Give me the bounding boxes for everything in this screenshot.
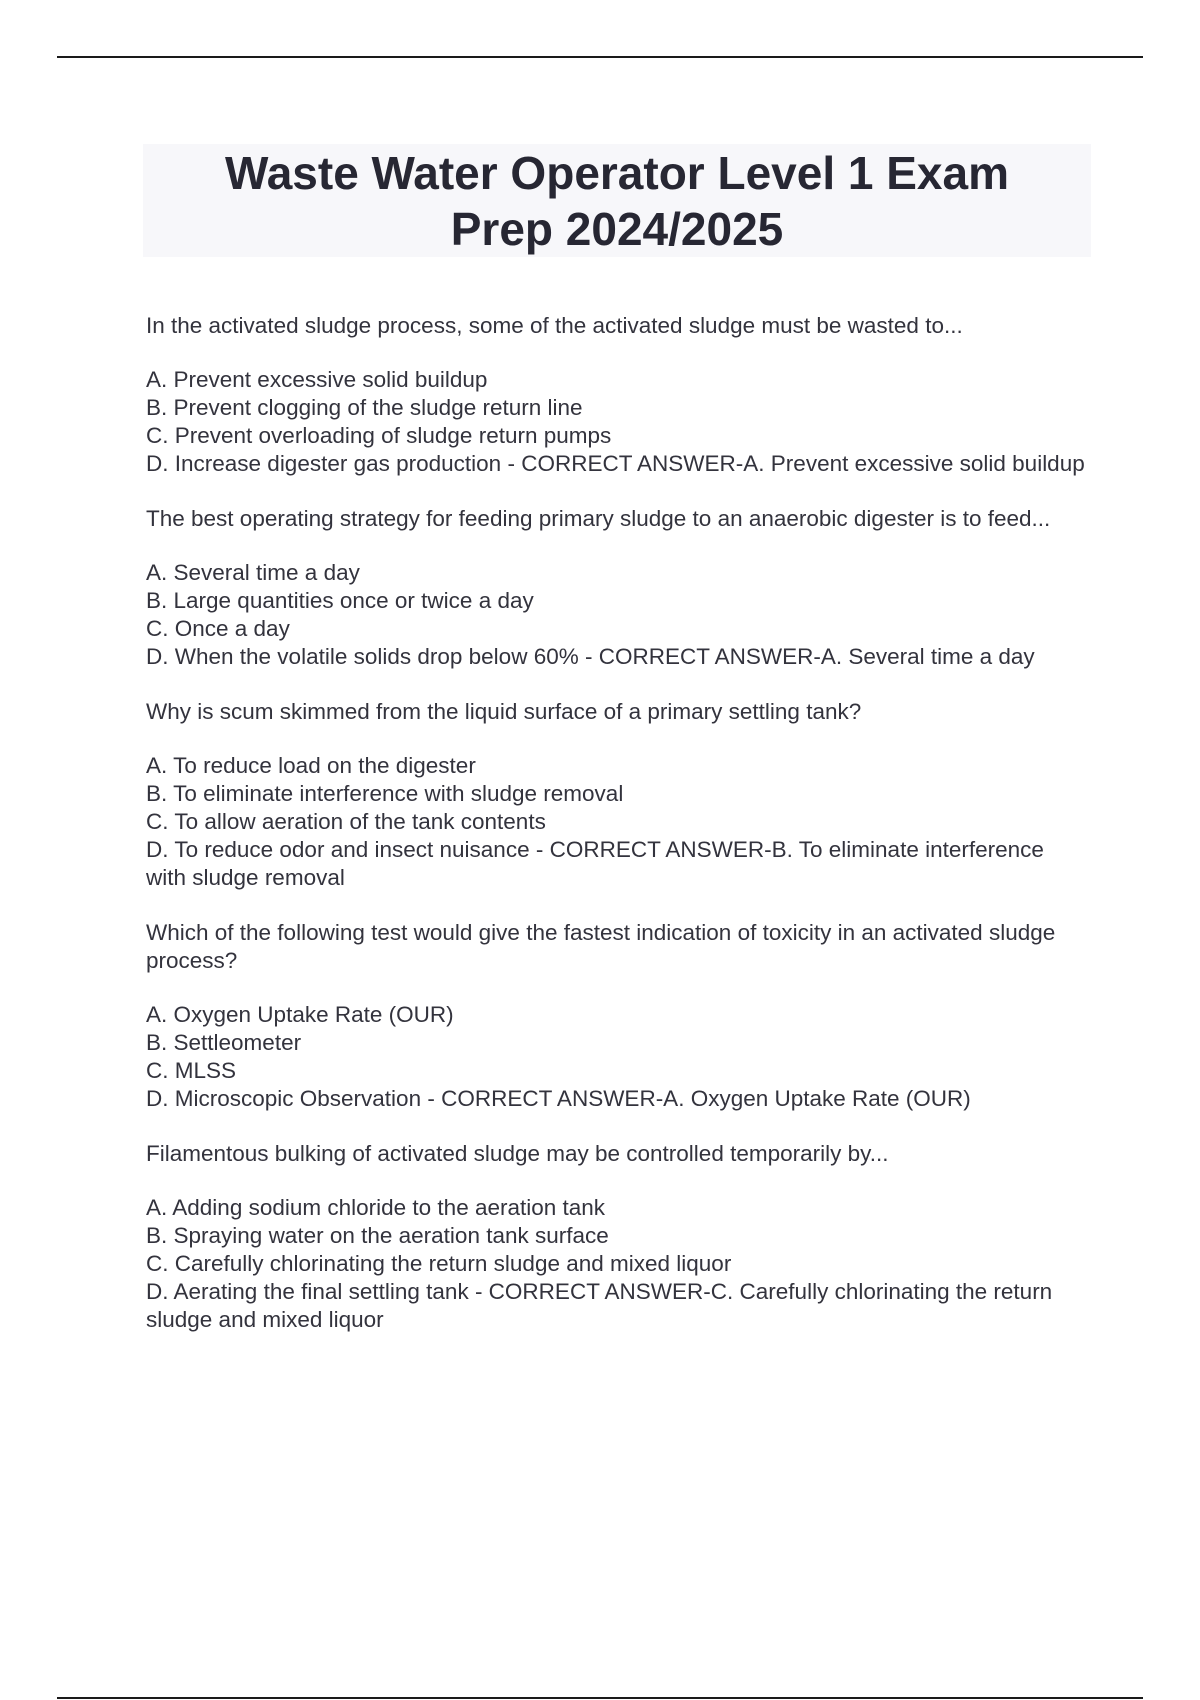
answer-option: B. Spraying water on the aeration tank surface	[146, 1223, 609, 1248]
bottom-divider	[57, 1697, 1143, 1699]
title-banner	[143, 144, 1091, 257]
answer-option: B. To eliminate interference with sludge removal	[146, 781, 624, 806]
answer-option: A. To reduce load on the digester	[146, 753, 476, 778]
answer-option-with-correct-answer: D. When the volatile solids drop below 60% - CORRECT ANSWER-A. Several time a day	[146, 644, 1035, 669]
answer-option: C. To allow aeration of the tank contents	[146, 809, 546, 834]
answer-option-with-correct-answer: D. Aerating the final settling tank - CORRECT ANSWER-C. Carefully chlorinating the return sludge and mixed liquor	[146, 1279, 1053, 1332]
question-block	[146, 505, 1086, 671]
answer-option: A. Adding sodium chloride to the aeration tank	[146, 1195, 606, 1220]
answer-option: B. Large quantities once or twice a day	[146, 588, 534, 613]
answer-option: C. Once a day	[146, 616, 290, 641]
question-text: The best operating strategy for feeding primary sludge to an anaerobic digester is to feed...	[146, 506, 1051, 531]
answer-option: B. Prevent clogging of the sludge return line	[146, 395, 583, 420]
document-title-line-2: Prep 2024/2025	[450, 202, 784, 255]
top-divider	[57, 56, 1143, 58]
question-text: In the activated sludge process, some of the activated sludge must be wasted to...	[146, 313, 963, 338]
document-title-line-1: Waste Water Operator Level 1 Exam	[225, 146, 1009, 199]
question-block	[146, 1140, 1086, 1334]
answer-option: B. Settleometer	[146, 1030, 302, 1055]
question-text: Why is scum skimmed from the liquid surface of a primary settling tank?	[146, 699, 862, 724]
answer-option: C. Carefully chlorinating the return sludge and mixed liquor	[146, 1251, 732, 1276]
question-block	[146, 919, 1086, 1113]
answer-option: A. Several time a day	[146, 560, 360, 585]
answer-option-with-correct-answer: D. Increase digester gas production - CORRECT ANSWER-A. Prevent excessive solid buildup	[146, 451, 1085, 476]
answer-option: A. Prevent excessive solid buildup	[146, 367, 488, 392]
question-block	[146, 698, 1086, 892]
question-list	[146, 312, 1086, 1361]
answer-option: A. Oxygen Uptake Rate (OUR)	[146, 1002, 454, 1027]
answer-option: C. Prevent overloading of sludge return pumps	[146, 423, 612, 448]
answer-option-with-correct-answer: D. Microscopic Observation - CORRECT ANSWER-A. Oxygen Uptake Rate (OUR)	[146, 1086, 971, 1111]
question-text: Filamentous bulking of activated sludge may be controlled temporarily by...	[146, 1141, 889, 1166]
answer-option-with-correct-answer: D. To reduce odor and insect nuisance - CORRECT ANSWER-B. To eliminate interference with sludge removal	[146, 837, 1044, 890]
question-block	[146, 312, 1086, 478]
answer-option: C. MLSS	[146, 1058, 237, 1083]
question-text: Which of the following test would give the fastest indication of toxicity in an activated sludge process?	[146, 920, 1056, 973]
